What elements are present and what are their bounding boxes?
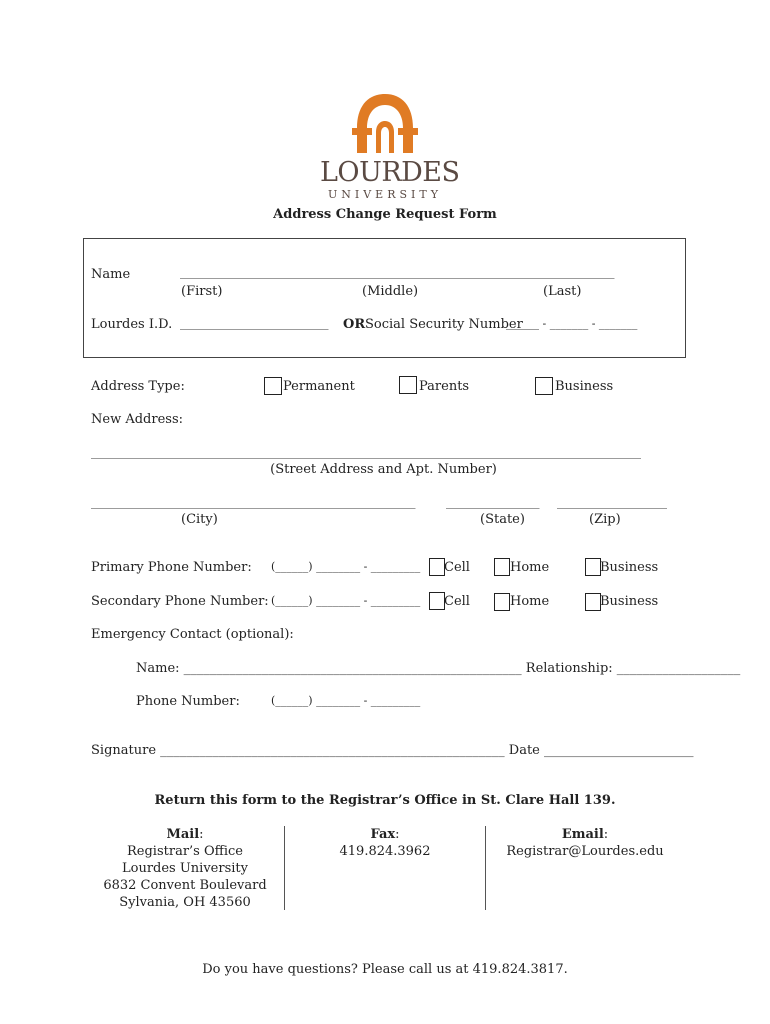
mail-column [95,826,275,911]
last-caption: (Last) [543,284,582,299]
fax-colon: : [395,827,400,842]
primary-home-checkbox[interactable] [494,558,510,576]
name-field[interactable]: _______________________________________________________________________________ [180,266,615,279]
column-divider [284,826,285,910]
secondary-phone-label: Secondary Phone Number: [91,594,269,609]
first-caption: (First) [181,284,223,299]
or-label: OR [343,317,366,332]
permanent-label: Permanent [283,379,355,394]
ssn-field[interactable]: ______ - _______ - _______ [506,317,638,330]
footer-questions: Do you have questions? Please call us at 419.824.3817. [202,962,568,977]
primary-business-label: Business [600,560,659,575]
secondary-phone-field[interactable]: (______) ________ - _________ [271,594,421,607]
parents-label: Parents [419,379,470,394]
street-field[interactable]: ____________________________________________________________________________________________________ [91,446,641,459]
mail-line: Lourdes University [121,861,248,876]
business-address-checkbox[interactable] [535,377,553,395]
arch-logo-icon [320,88,450,160]
lourdes-id-field[interactable]: ___________________________ [180,317,329,330]
secondary-business-checkbox[interactable] [585,593,601,611]
new-address-label: New Address: [91,412,183,427]
state-caption: (State) [480,512,525,527]
middle-caption: (Middle) [362,284,419,299]
mail-heading: Mail [166,827,200,842]
email-heading: Email [561,827,604,842]
fax-heading: Fax [370,827,396,842]
city-caption: (City) [181,512,218,527]
email-address[interactable]: Registrar@Lourdes.edu [506,844,664,859]
secondary-cell-label: Cell [444,594,470,609]
mail-line: Registrar’s Office [127,844,243,859]
secondary-business-label: Business [600,594,659,609]
primary-phone-label: Primary Phone Number: [91,560,252,575]
email-column [495,826,675,860]
address-type-label: Address Type: [91,379,185,394]
zip-field[interactable]: ____________________ [557,496,667,509]
business-address-label: Business [555,379,614,394]
city-field[interactable]: ___________________________________________________________ [91,496,416,509]
return-instructions: Return this form to the Registrar’s Office in St. Clare Hall 139. [154,793,616,808]
primary-business-checkbox[interactable] [585,558,601,576]
secondary-home-label: Home [510,594,550,609]
primary-cell-label: Cell [444,560,470,575]
email-colon: : [603,827,609,842]
primary-cell-checkbox[interactable] [429,558,445,576]
column-divider [485,826,486,910]
emergency-name-relationship-field[interactable]: Name: ____________________________________________________ Relationship: ___________________ [136,661,741,676]
logo-wordmark: LOURDES [320,157,460,188]
mail-line: Sylvania, OH 43560 [119,895,251,910]
secondary-cell-checkbox[interactable] [429,592,445,610]
primary-phone-field[interactable]: (______) ________ - _________ [271,560,421,573]
mail-colon: : [199,827,204,842]
emergency-phone-field[interactable]: (______) ________ - _________ [271,694,421,707]
university-logo [320,88,460,204]
name-label: Name [91,267,131,282]
secondary-home-checkbox[interactable] [494,593,510,611]
zip-caption: (Zip) [589,512,621,527]
lourdes-id-label: Lourdes I.D. [91,317,173,332]
fax-column [295,826,475,860]
mail-line: 6832 Convent Boulevard [103,878,267,893]
fax-number: 419.824.3962 [339,844,431,859]
signature-date-field[interactable]: Signature _____________________________________________________ Date _______________________ [91,743,694,758]
ssn-label: Social Security Number [365,317,523,332]
form-title: Address Change Request Form [273,207,497,222]
emergency-contact-label: Emergency Contact (optional): [91,627,294,642]
state-field[interactable]: _________________ [446,496,540,509]
primary-home-label: Home [510,560,550,575]
logo-subword: UNIVERSITY [328,188,442,201]
permanent-checkbox[interactable] [264,377,282,395]
emergency-phone-label: Phone Number: [136,694,240,709]
parents-checkbox[interactable] [399,376,417,394]
street-caption: (Street Address and Apt. Number) [270,462,497,477]
